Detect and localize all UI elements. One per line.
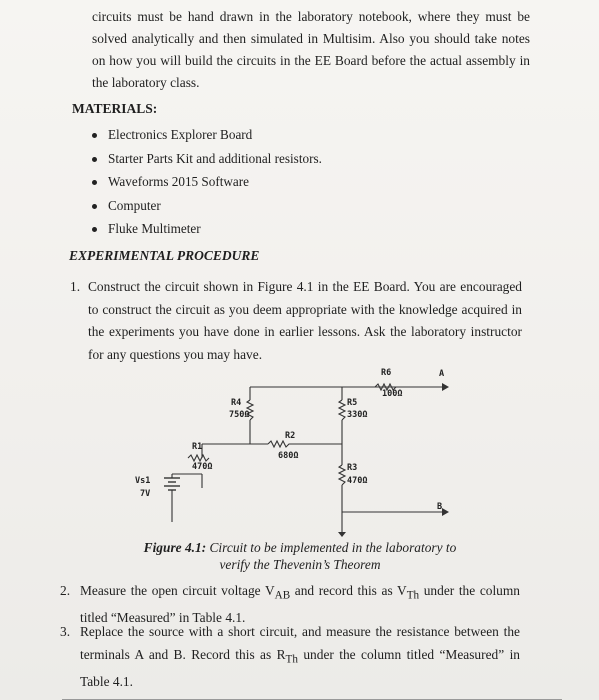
subscript: Th — [285, 653, 298, 666]
r1-label: R1 — [192, 442, 203, 452]
list-item: Computer — [90, 196, 322, 220]
r2-label: R2 — [285, 431, 296, 441]
subscript: AB — [274, 589, 291, 602]
materials-list — [90, 125, 322, 243]
subscript: Th — [406, 589, 420, 602]
terminal-a-arrow-icon — [442, 383, 449, 391]
intro-paragraph: circuits must be hand drawn in the laboratory notebook, where they must be solved analytically and then simulated in Multisim. Also you should take notes on how you will build the circuits in the EE Board before the actual assembly in the laboratory class. — [92, 9, 530, 90]
r3-value: 470Ω — [347, 476, 368, 486]
source-label: Vs1 — [135, 476, 151, 486]
caption-text: Circuit to be implemented in the laboratory to verify the Thevenin’s Theorem — [206, 540, 457, 572]
source-value: 7V — [140, 489, 151, 499]
step-number: 3. — [60, 624, 71, 639]
list-item: Electronics Explorer Board — [90, 125, 322, 149]
list-item: Starter Parts Kit and additional resistors. — [90, 149, 322, 173]
r5-value: 330Ω — [347, 410, 368, 420]
r6-label: R6 — [381, 368, 392, 378]
resistor-r2 — [268, 441, 314, 447]
r5-label: R5 — [347, 398, 358, 408]
node-a-label: A — [439, 369, 445, 379]
node-b-label: B — [437, 502, 443, 512]
procedure-step-1 — [70, 276, 522, 366]
step-text: under the column titled “Measured” in Table 4.1. — [80, 646, 520, 689]
step-text: Measure the open circuit voltage V — [80, 583, 275, 598]
step-number: 2. — [60, 583, 71, 598]
list-item: Waveforms 2015 Software — [90, 172, 322, 196]
terminal-b-arrow-icon — [442, 508, 449, 516]
step-text: Construct the circuit shown in Figure 4.1 in the EE Board. You are encouraged to construct the circuit as you deem appropriate with the knowledge acquired in the experiments you have done in earlier lessons. Ask the laboratory instructor for any questions you may have. — [88, 279, 522, 362]
caption-label: Figure 4.1: — [143, 540, 207, 555]
r1-value: 470Ω — [192, 462, 213, 472]
resistor-r3 — [339, 465, 345, 485]
step-number: 1. — [70, 279, 81, 294]
ground-icon — [338, 532, 346, 537]
step-text: and record this as V — [290, 583, 407, 598]
r4-label: R4 — [231, 398, 242, 408]
procedure-step-3 — [60, 621, 520, 693]
resistor-r1 — [188, 455, 209, 461]
circuit-diagram — [120, 362, 460, 542]
r2-value: 680Ω — [278, 451, 299, 461]
materials-heading: MATERIALS: — [72, 101, 158, 116]
step-text: under the column titled “Measured” in Table 4.1. — [80, 583, 520, 626]
r4-value: 750Ω — [229, 410, 250, 420]
r6-value: 100Ω — [382, 389, 403, 399]
step-text: Replace the source with a short circuit, and measure the resistance between the terminals A and B. Record this as R — [80, 624, 520, 662]
procedure-heading: EXPERIMENTAL PROCEDURE — [69, 248, 260, 263]
list-item: Fluke Multimeter — [90, 219, 322, 243]
figure-caption — [130, 539, 470, 573]
r3-label: R3 — [347, 463, 358, 473]
resistor-r5 — [339, 400, 345, 420]
